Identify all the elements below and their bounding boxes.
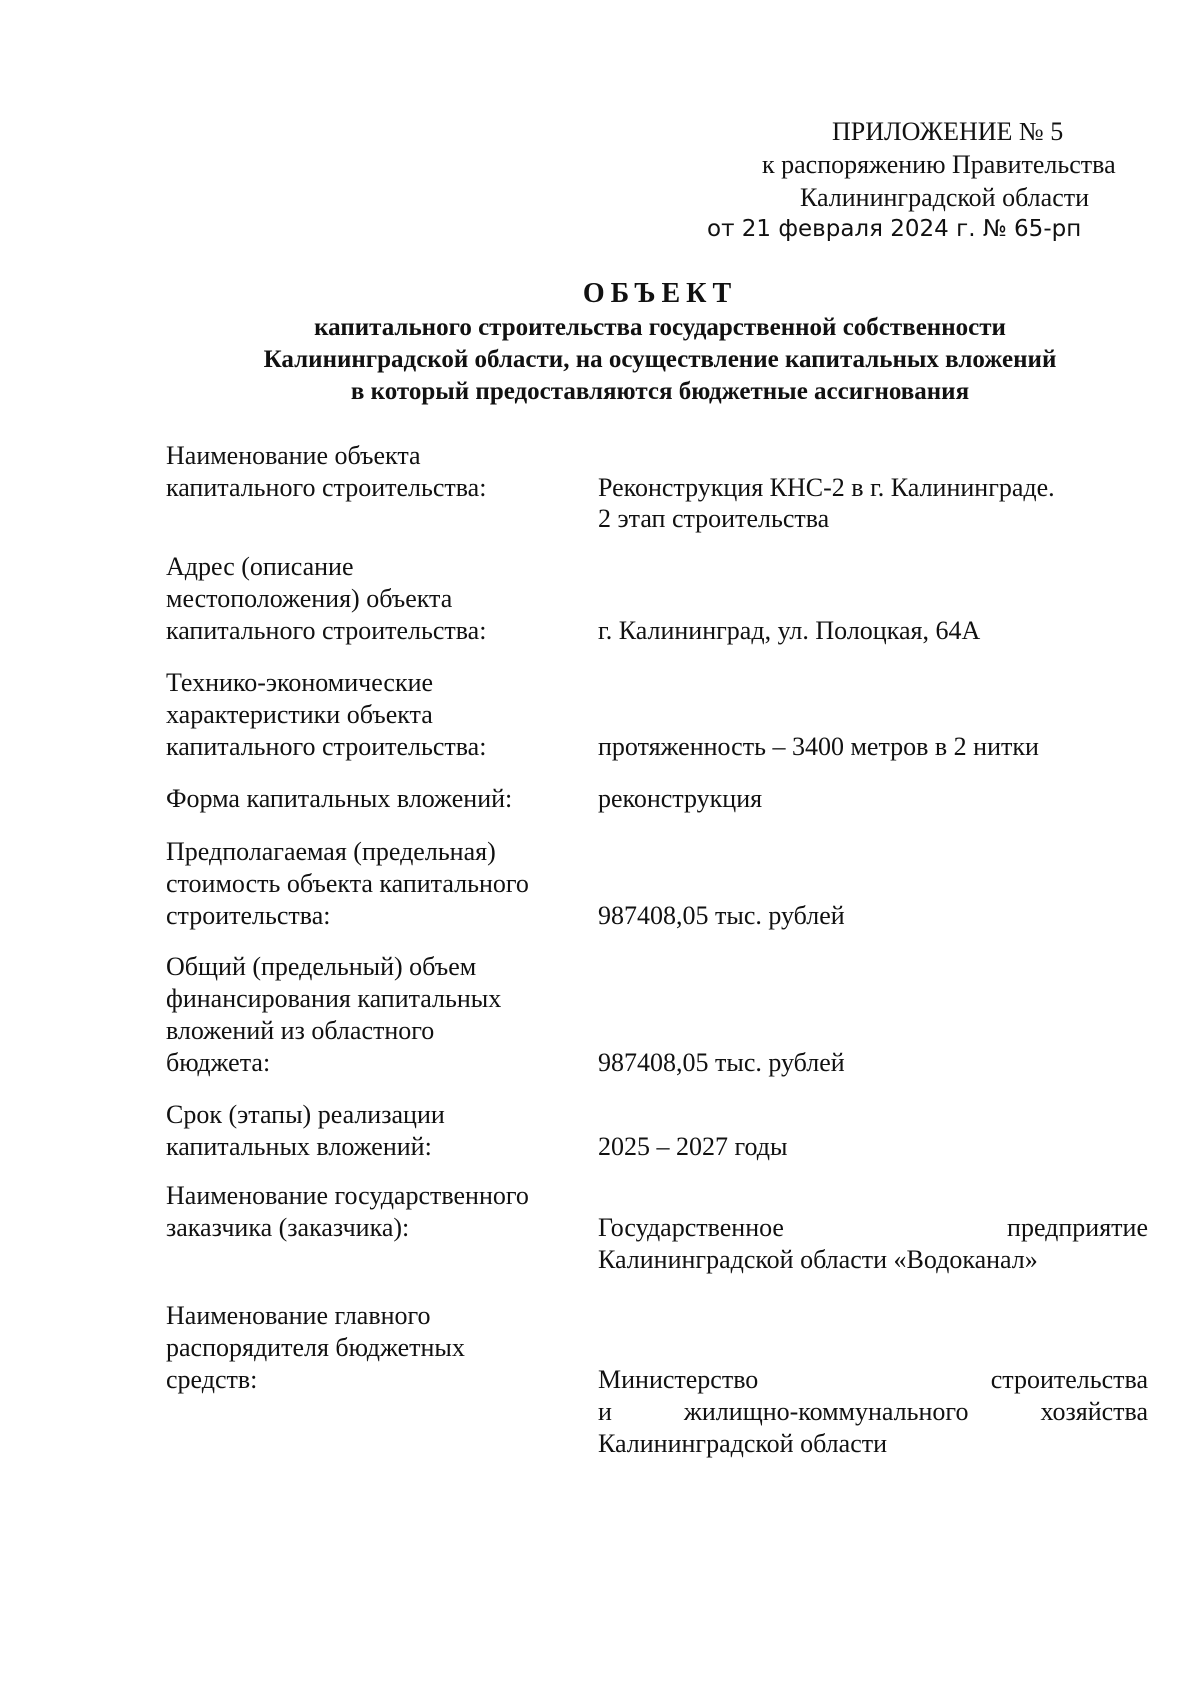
field-label: Наименование главного [166, 1301, 431, 1330]
field-label: капитального строительства: [166, 473, 487, 502]
field-label: капитального строительства: [166, 732, 487, 761]
field-label: капитального строительства: [166, 616, 487, 645]
field-label: Предполагаемая (предельная) [166, 837, 496, 866]
appendix-reference-line: к распоряжению Правительства [762, 150, 1116, 179]
field-label: Форма капитальных вложений: [166, 784, 513, 813]
field-label: Технико-экономические [166, 668, 434, 697]
field-value-word: Государственное [598, 1213, 784, 1242]
field-value: реконструкция [598, 784, 763, 813]
document-title: ОБЪЕКТ [582, 278, 738, 309]
field-label: Адрес (описание [166, 552, 354, 581]
field-value: 987408,05 тыс. рублей [598, 1048, 845, 1077]
field-value-text: Реконструкция КНС-2 в г. Калининграде. [598, 473, 1055, 502]
field-value: протяженность – 3400 метров в 2 нитки [598, 732, 1039, 761]
field-value-word: предприятие [1007, 1213, 1148, 1242]
field-value [598, 1396, 1148, 1428]
field-value-word: строительства [990, 1365, 1148, 1394]
field-label: местоположения) объекта [166, 584, 453, 613]
field-value-word: и [598, 1397, 612, 1426]
field-label: стоимость объекта капитального [166, 869, 529, 898]
field-label: бюджета: [166, 1048, 271, 1077]
field-value: 987408,05 тыс. рублей [598, 901, 845, 930]
field-value: Калининградской области «Водоканал» [598, 1245, 1038, 1274]
appendix-number: ПРИЛОЖЕНИЕ № 5 [832, 117, 1064, 146]
field-value [598, 472, 1148, 504]
field-value [598, 1364, 1148, 1396]
field-label: Наименование объекта [166, 441, 421, 470]
field-value: 2 этап строительства [598, 504, 830, 533]
field-value-word: хозяйства [1040, 1397, 1148, 1426]
field-label: вложений из областного [166, 1016, 435, 1045]
field-value: г. Калининград, ул. Полоцкая, 64А [598, 616, 981, 645]
field-label: строительства: [166, 901, 331, 930]
field-value: 2025 – 2027 годы [598, 1132, 788, 1161]
field-label: Общий (предельный) объем [166, 952, 477, 981]
field-label: заказчика (заказчика): [166, 1213, 410, 1242]
field-label: распорядителя бюджетных [166, 1333, 465, 1362]
document-subtitle-line-1: капитального строительства государственной собственности [314, 314, 1006, 341]
field-value-word: жилищно-коммунального [683, 1397, 969, 1426]
field-value [598, 1212, 1148, 1244]
field-label: финансирования капитальных [166, 984, 502, 1013]
field-label: капитальных вложений: [166, 1132, 432, 1161]
field-label: средств: [166, 1365, 258, 1394]
appendix-date-number: от 21 февраля 2024 г. № 65-рп [707, 216, 1082, 242]
document-subtitle-line-3: в который предоставляются бюджетные ассигнования [350, 378, 970, 405]
document-subtitle-line-2: Калининградской области, на осуществление капитальных вложений [263, 346, 1057, 373]
field-label: характеристики объекта [166, 700, 433, 729]
field-label: Наименование государственного [166, 1181, 529, 1210]
field-label: Срок (этапы) реализации [166, 1100, 445, 1129]
appendix-region-line: Калининградской области [800, 183, 1090, 212]
field-value-word: Министерство [598, 1365, 759, 1394]
field-value: Калининградской области [598, 1429, 888, 1458]
